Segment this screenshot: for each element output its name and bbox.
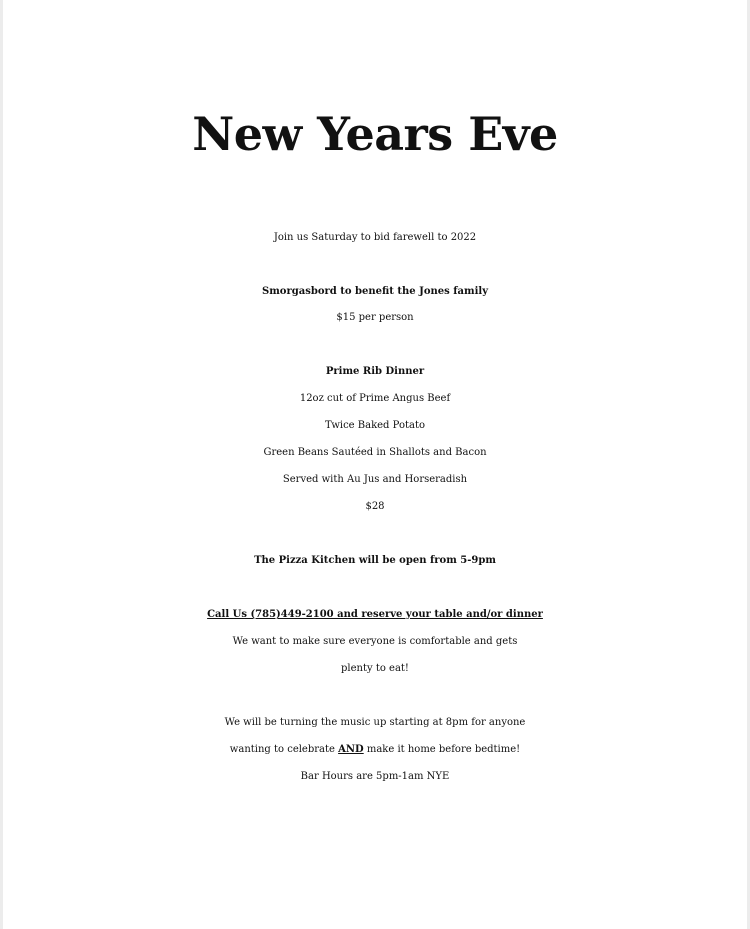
spacer bbox=[3, 682, 747, 709]
prime-rib-item: Served with Au Jus and Horseradish bbox=[282, 474, 468, 485]
prime-rib-item: Green Beans Sautéed in Shallots and Bacon bbox=[263, 447, 487, 458]
spacer bbox=[3, 251, 747, 278]
reservation-text: plenty to eat! bbox=[341, 663, 409, 674]
prime-rib-item: 12oz cut of Prime Angus Beef bbox=[299, 393, 451, 404]
reservation-call-line: Call Us (785)449-2100 and reserve your table and/or dinner bbox=[207, 609, 543, 620]
smorgasbord-price: $15 per person bbox=[336, 312, 414, 323]
reservation-text: We want to make sure everyone is comfortable and gets bbox=[232, 636, 518, 647]
prime-rib-price: $28 bbox=[365, 501, 385, 512]
intro-text: Join us Saturday to bid farewell to 2022 bbox=[273, 232, 477, 243]
bar-hours: Bar Hours are 5pm-1am NYE bbox=[300, 771, 450, 782]
flyer-page bbox=[3, 0, 747, 929]
emphasis-and: AND bbox=[338, 744, 364, 755]
music-text bbox=[3, 736, 747, 763]
spacer bbox=[3, 331, 747, 358]
smorgasbord-heading: Smorgasbord to benefit the Jones family bbox=[261, 286, 489, 297]
spacer bbox=[3, 520, 747, 547]
music-text-part: make it home before bedtime! bbox=[363, 744, 521, 755]
prime-rib-heading: Prime Rib Dinner bbox=[325, 366, 425, 377]
pizza-kitchen-hours: The Pizza Kitchen will be open from 5-9pm bbox=[254, 555, 496, 566]
page-title: New Years Eve bbox=[192, 107, 558, 161]
flyer-body bbox=[3, 224, 747, 790]
music-text-part: wanting to celebrate bbox=[229, 744, 339, 755]
prime-rib-item: Twice Baked Potato bbox=[325, 420, 425, 431]
spacer bbox=[3, 574, 747, 601]
music-text: We will be turning the music up starting at 8pm for anyone bbox=[224, 717, 526, 728]
